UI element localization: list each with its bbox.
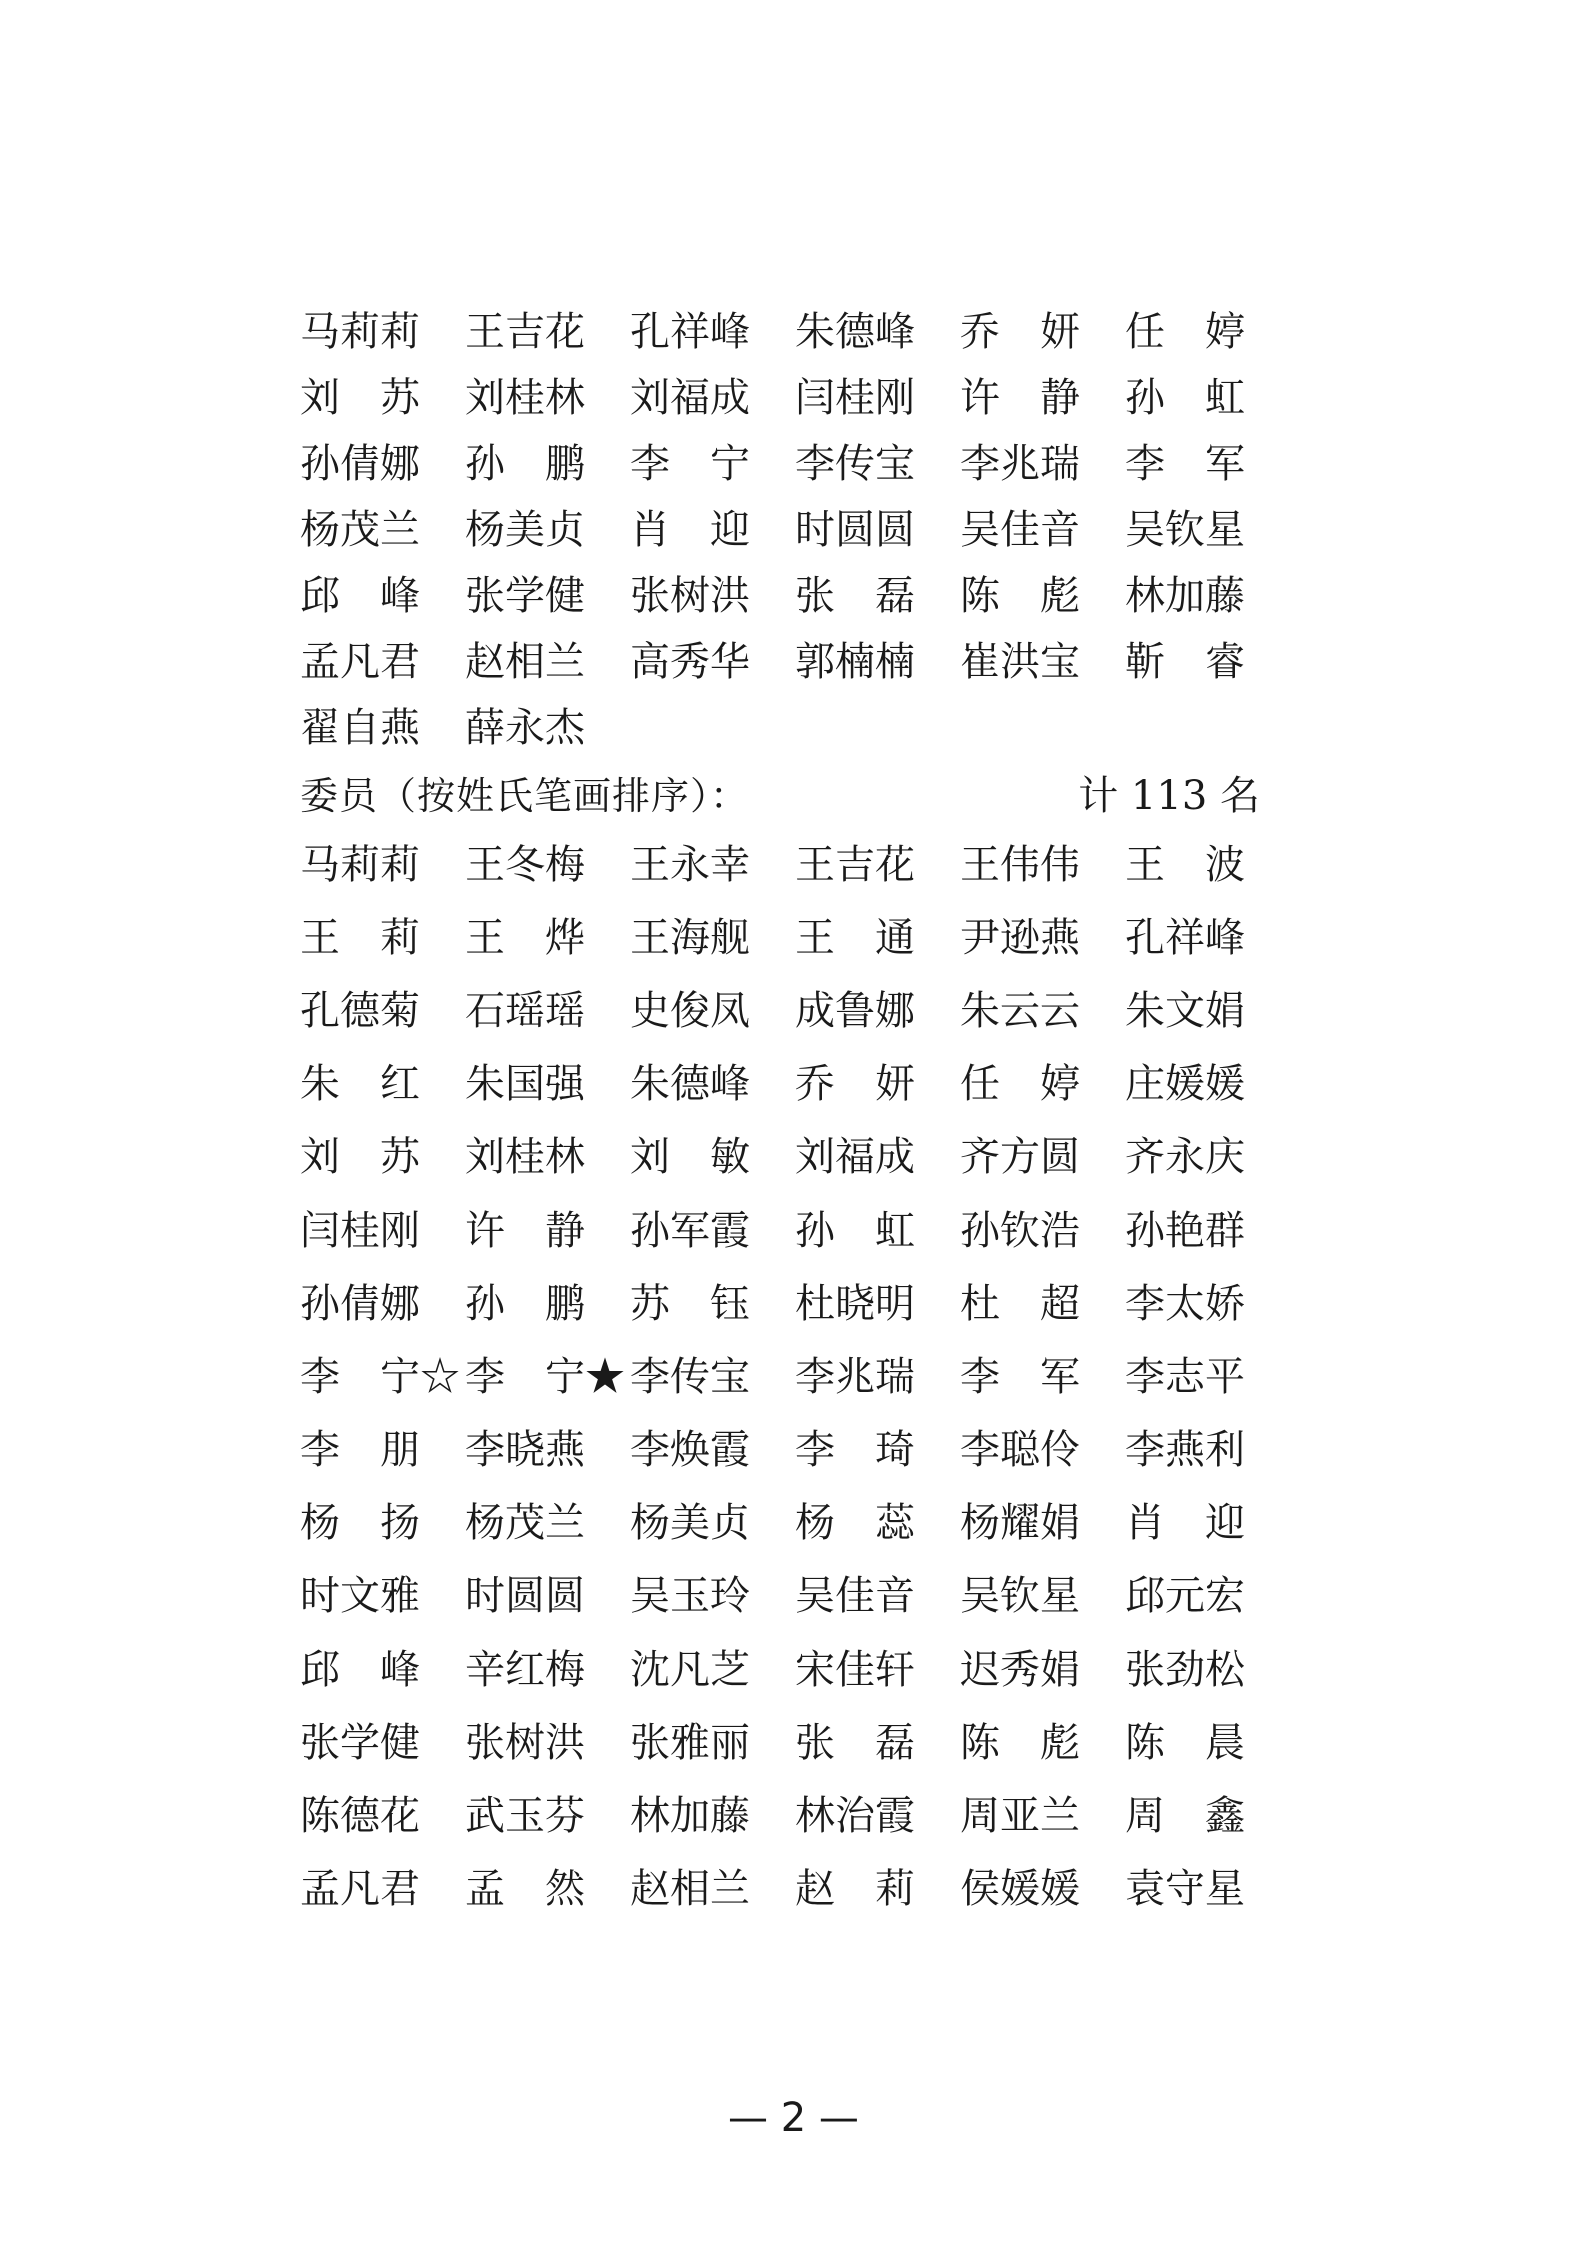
member-name: 邱 峰 [300, 573, 420, 619]
committee-name-list [300, 828, 1260, 1926]
member-name: 张劲松 [1125, 1646, 1245, 1693]
member-name: 吴佳音 [795, 1573, 915, 1620]
member-name: 任 婷 [960, 1061, 1080, 1108]
member-name: 孙 鹏 [465, 441, 585, 487]
member-name: 李兆瑞 [960, 441, 1080, 487]
name-row [300, 1121, 1260, 1194]
member-name: 刘福成 [795, 1134, 915, 1181]
member-name: 孔德菊 [300, 987, 420, 1034]
member-name: 石瑶瑶 [465, 987, 585, 1034]
member-name: 杨美贞 [465, 507, 585, 553]
presidium-name-list [300, 299, 1260, 761]
member-name: 孟凡君 [300, 1866, 420, 1913]
member-name: 杨美贞 [630, 1500, 750, 1547]
name-row [300, 563, 1260, 629]
name-row [300, 1414, 1260, 1487]
member-name: 李传宝 [630, 1353, 750, 1400]
member-name: 孙 虹 [1125, 375, 1245, 421]
member-name: 刘桂林 [465, 1134, 585, 1181]
member-name: 张学健 [465, 573, 585, 619]
member-name: 马莉莉 [300, 309, 420, 355]
member-name: 郭楠楠 [795, 639, 915, 685]
member-name: 袁守星 [1125, 1866, 1245, 1913]
member-name: 孟凡君 [300, 639, 420, 685]
member-name: 李焕霞 [630, 1427, 750, 1474]
name-row [300, 1194, 1260, 1267]
member-name: 杨 蕊 [795, 1500, 915, 1547]
member-name: 孙艳群 [1125, 1207, 1245, 1254]
member-name: 肖 迎 [1125, 1500, 1245, 1547]
name-row [300, 431, 1260, 497]
member-name: 杨 扬 [300, 1500, 420, 1547]
name-row [300, 1048, 1260, 1121]
member-name: 靳 睿 [1125, 639, 1245, 685]
member-name: 闫桂刚 [795, 375, 915, 421]
name-row [300, 828, 1260, 901]
member-name: 吴钦星 [960, 1573, 1080, 1620]
member-name: 吴佳音 [960, 507, 1080, 553]
member-name: 孟 然 [465, 1866, 585, 1913]
member-name: 李聪伶 [960, 1427, 1080, 1474]
member-name: 周亚兰 [960, 1793, 1080, 1840]
member-name: 孙军霞 [630, 1207, 750, 1254]
member-name: 薛永杰 [465, 705, 585, 751]
member-name: 朱文娟 [1125, 987, 1245, 1034]
member-name: 武玉芬 [465, 1793, 585, 1840]
member-name: 杜 超 [960, 1280, 1080, 1327]
member-name: 林加藤 [630, 1793, 750, 1840]
member-name: 成鲁娜 [795, 987, 915, 1034]
member-name: 朱德峰 [630, 1061, 750, 1108]
member-name: 张树洪 [465, 1719, 585, 1766]
member-name: 李兆瑞 [795, 1353, 915, 1400]
member-name: 李太娇 [1125, 1280, 1245, 1327]
member-name: 李 朋 [300, 1427, 420, 1474]
member-name: 刘 敏 [630, 1134, 750, 1181]
member-name: 辛红梅 [465, 1646, 585, 1693]
member-name: 朱国强 [465, 1061, 585, 1108]
member-name: 王 波 [1125, 841, 1245, 888]
member-name: 任 婷 [1125, 309, 1245, 355]
name-row [300, 1560, 1260, 1633]
member-name: 闫桂刚 [300, 1207, 420, 1254]
member-name: 李志平 [1125, 1353, 1245, 1400]
member-name: 刘福成 [630, 375, 750, 421]
member-name: 时文雅 [300, 1573, 420, 1620]
member-name: 周 鑫 [1125, 1793, 1245, 1840]
member-name: 李 宁★ [465, 1353, 625, 1400]
name-row [300, 974, 1260, 1047]
member-name: 张 磊 [795, 1719, 915, 1766]
name-row [300, 1340, 1260, 1413]
member-name: 赵相兰 [630, 1866, 750, 1913]
committee-heading: 委员（按姓氏笔画排序）： [300, 773, 750, 818]
name-row [300, 1487, 1260, 1560]
member-name: 刘桂林 [465, 375, 585, 421]
member-name: 吴玉玲 [630, 1573, 750, 1620]
member-name: 孙钦浩 [960, 1207, 1080, 1254]
member-name: 刘 苏 [300, 375, 420, 421]
member-name: 肖 迎 [630, 507, 750, 553]
member-name: 齐永庆 [1125, 1134, 1245, 1181]
member-name: 张学健 [300, 1719, 420, 1766]
member-name: 王吉花 [465, 309, 585, 355]
member-name: 孔祥峰 [630, 309, 750, 355]
member-name: 王永幸 [630, 841, 750, 888]
member-name: 高秀华 [630, 639, 750, 685]
member-name: 王 通 [795, 914, 915, 961]
member-name: 杨耀娟 [960, 1500, 1080, 1547]
name-row [300, 1779, 1260, 1852]
name-row [300, 299, 1260, 365]
member-name: 李传宝 [795, 441, 915, 487]
member-name: 王 烨 [465, 914, 585, 961]
member-name: 杜晓明 [795, 1280, 915, 1327]
member-name: 李 宁☆ [300, 1353, 460, 1400]
member-name: 邱元宏 [1125, 1573, 1245, 1620]
member-name: 马莉莉 [300, 841, 420, 888]
name-row [300, 1267, 1260, 1340]
member-name: 庄媛媛 [1125, 1061, 1245, 1108]
member-name: 侯媛媛 [960, 1866, 1080, 1913]
member-name: 朱 红 [300, 1061, 420, 1108]
member-name: 张 磊 [795, 573, 915, 619]
member-name: 孔祥峰 [1125, 914, 1245, 961]
member-name: 王 莉 [300, 914, 420, 961]
committee-heading-row [300, 762, 1260, 822]
name-row [300, 1706, 1260, 1779]
member-name: 陈德花 [300, 1793, 420, 1840]
member-name: 乔 妍 [795, 1061, 915, 1108]
name-row [300, 901, 1260, 974]
name-row [300, 497, 1260, 563]
member-name: 李晓燕 [465, 1427, 585, 1474]
member-name: 时圆圆 [795, 507, 915, 553]
member-name: 翟自燕 [300, 705, 420, 751]
member-name: 李 军 [1125, 441, 1245, 487]
name-row [300, 1633, 1260, 1706]
member-name: 时圆圆 [465, 1573, 585, 1620]
member-name: 苏 钰 [630, 1280, 750, 1327]
member-name: 林加藤 [1125, 573, 1245, 619]
member-name: 王吉花 [795, 841, 915, 888]
member-name: 李 琦 [795, 1427, 915, 1474]
member-name: 李 军 [960, 1353, 1080, 1400]
member-name: 赵相兰 [465, 639, 585, 685]
member-name: 张雅丽 [630, 1719, 750, 1766]
name-row [300, 629, 1260, 695]
name-row [300, 1853, 1260, 1926]
member-name: 李燕利 [1125, 1427, 1245, 1474]
member-name: 陈 晨 [1125, 1719, 1245, 1766]
member-name: 杨茂兰 [465, 1500, 585, 1547]
member-name: 李 宁 [630, 441, 750, 487]
member-name: 王伟伟 [960, 841, 1080, 888]
member-name: 史俊凤 [630, 987, 750, 1034]
member-name: 许 静 [960, 375, 1080, 421]
member-name: 孙倩娜 [300, 441, 420, 487]
member-name: 王海舰 [630, 914, 750, 961]
member-name: 王冬梅 [465, 841, 585, 888]
member-name: 林治霞 [795, 1793, 915, 1840]
member-name: 齐方圆 [960, 1134, 1080, 1181]
member-name: 尹逊燕 [960, 914, 1080, 961]
member-name: 张树洪 [630, 573, 750, 619]
member-name: 许 静 [465, 1207, 585, 1254]
member-name: 迟秀娟 [960, 1646, 1080, 1693]
member-name: 赵 莉 [795, 1866, 915, 1913]
member-name: 陈 彪 [960, 573, 1080, 619]
member-name: 朱德峰 [795, 309, 915, 355]
member-name: 陈 彪 [960, 1719, 1080, 1766]
page-number: — 2 — [728, 2095, 859, 2141]
member-name: 吴钦星 [1125, 507, 1245, 553]
committee-count: 计 113 名 [1078, 772, 1260, 819]
member-name: 沈凡芝 [630, 1646, 750, 1693]
member-name: 刘 苏 [300, 1134, 420, 1181]
member-name: 孙 鹏 [465, 1280, 585, 1327]
member-name: 孙 虹 [795, 1207, 915, 1254]
member-name: 孙倩娜 [300, 1280, 420, 1327]
name-row [300, 365, 1260, 431]
name-row [300, 695, 1260, 761]
member-name: 崔洪宝 [960, 639, 1080, 685]
member-name: 杨茂兰 [300, 507, 420, 553]
member-name: 邱 峰 [300, 1646, 420, 1693]
member-name: 朱云云 [960, 987, 1080, 1034]
member-name: 宋佳轩 [795, 1646, 915, 1693]
member-name: 乔 妍 [960, 309, 1080, 355]
